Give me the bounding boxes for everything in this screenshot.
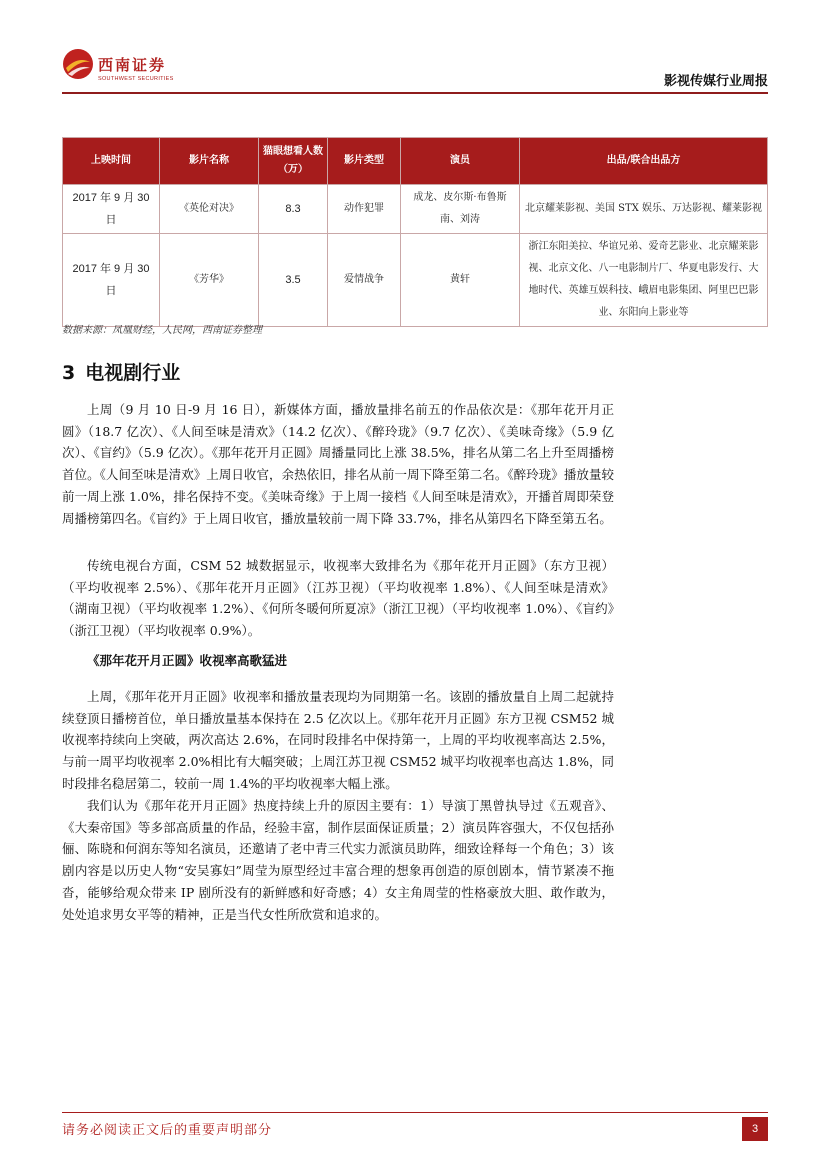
- data-source-note: 数据来源：凤凰财经，人民网，西南证券整理: [62, 325, 262, 336]
- cell-want-to-see: 8.3: [259, 185, 328, 234]
- col-header-producers: 出品/联合出品方: [520, 138, 768, 185]
- paragraph-tv-ratings: 传统电视台方面，CSM 52 城数据显示，收视率大致排名为《那年花开月正圆》（东方卫视）（平均收视率 2.5%）、《那年花开月正圆》（江苏卫视）（平均收视率 1.8%）、《人间至味是清欢》（湖南卫视）（平均收视率 1.2%）、《何所冬暖何所夏凉》（浙江卫视）（平均收视率 1.0%）、《盲约》（浙江卫视）（平均收视率 0.9%）。: [62, 558, 614, 639]
- col-header-cast: 演员: [401, 138, 520, 185]
- cell-release-date: 2017 年 9 月 30 日: [63, 234, 160, 327]
- cell-release-date: 2017 年 9 月 30 日: [63, 185, 160, 234]
- col-header-genre: 影片类型: [328, 138, 401, 185]
- cell-genre: 动作犯罪: [328, 185, 401, 234]
- cell-producers: 浙江东阳美拉、华谊兄弟、爱奇艺影业、北京耀莱影视、北京文化、八一电影制片厂、华夏电影发行、大地时代、英雄互娱科技、峨眉电影集团、阿里巴巴影业、东阳向上影业等: [520, 234, 768, 327]
- cell-cast: 成龙、皮尔斯·布鲁斯南、刘涛: [401, 185, 520, 234]
- cell-producers: 北京耀莱影视、美国 STX 娱乐、万达影视、耀莱影视: [520, 185, 768, 234]
- film-release-table: [62, 137, 768, 327]
- paragraph-new-media-ranking: 上周（9 月 10 日-9 月 16 日），新媒体方面，播放量排名前五的作品依次是：《那年花开月正圆》（18.7 亿次）、《人间至味是清欢》（14.2 亿次）、《醉玲珑》（9.7 亿次）、《美味奇缘》（5.9 亿次）、《盲约》（5.9 亿次）。《那年花开月正圆》周播量同比上涨 38.5%，排名从第二名上升至周播榜首位。《人间至味是清欢》上周日收官，余热依旧，排名从前一周下降至第二名。《醉玲珑》播放量较前一周上涨 1.0%，排名保持不变。《美味奇缘》于上周一接档《人间至味是清欢》，开播首周即荣登周播榜第四名。《盲约》于上周日收官，播放量较前一周下降 33.7%，排名从第四名下降至第五名。: [62, 402, 614, 526]
- cell-want-to-see: 3.5: [259, 234, 328, 327]
- page-number: 3: [742, 1117, 768, 1141]
- cell-film-title: 《英伦对决》: [160, 185, 259, 234]
- company-logo: [62, 48, 202, 88]
- cell-genre: 爱情战争: [328, 234, 401, 327]
- page-footer: [62, 1112, 768, 1153]
- cell-film-title: 《芳华》: [160, 234, 259, 327]
- sub-heading: 《那年花开月正圆》收视率高歌猛进: [87, 653, 288, 668]
- report-title: 影视传媒行业周报: [663, 74, 768, 89]
- cell-cast: 黄轩: [401, 234, 520, 327]
- section-number: 3: [62, 362, 76, 384]
- logo-english-name: SOUTHWEST SECURITIES: [98, 76, 174, 82]
- section-title-text: 电视剧行业: [85, 362, 181, 384]
- section-heading: [62, 358, 180, 385]
- logo-mark-icon: [62, 48, 94, 80]
- col-header-film-title: 影片名称: [160, 138, 259, 185]
- table-row: [63, 185, 768, 234]
- table-header-row: [63, 138, 768, 185]
- col-header-release-date: 上映时间: [63, 138, 160, 185]
- paragraph-success-reasons: 我们认为《那年花开月正圆》热度持续上升的原因主要有：1）导演丁黑曾执导过《五观音》、《大秦帝国》等多部高质量的作品，经验丰富，制作层面保证质量；2）演员阵容强大，不仅包括孙俪、陈晓和何润东等知名演员，还邀请了老中青三代实力派演员助阵，细致诠释每一个角色；3）该剧内容是以历史人物“安吴寡妇”周莹为原型经过丰富合理的想象再创造的原创剧本，情节紧凑不拖沓，能够给观众带来 IP 剧所没有的新鲜感和好奇感；4）女主角周莹的性格豪放大胆、敢作敢为，处处追求男女平等的精神，正是当代女性所欣赏和追求的。: [62, 798, 614, 922]
- disclaimer-note: 请务必阅读正文后的重要声明部分: [62, 1123, 273, 1138]
- page-header: [62, 40, 768, 94]
- paragraph-ratings-performance: 上周，《那年花开月正圆》收视率和播放量表现均为同期第一名。该剧的播放量自上周二起就持续登顶日播榜首位，单日播放量基本保持在 2.5 亿次以上。《那年花开月正圆》东方卫视 CSM52 城收视率持续向上突破，两次高达 2.6%，在同时段排名中保持第一，上周的平均收视率高达 2.5%，与前一周平均收视率 2.0%相比有大幅突破；上周江苏卫视 CSM52 城平均收视率也高达 1.8%，同时段排名稳居第二，较前一周 1.4%的平均收视率大幅上涨。: [62, 689, 614, 791]
- col-header-want-to-see: 猫眼想看人数（万）: [259, 138, 328, 185]
- logo-chinese-name: 西南证券: [98, 56, 167, 74]
- table-row: [63, 234, 768, 327]
